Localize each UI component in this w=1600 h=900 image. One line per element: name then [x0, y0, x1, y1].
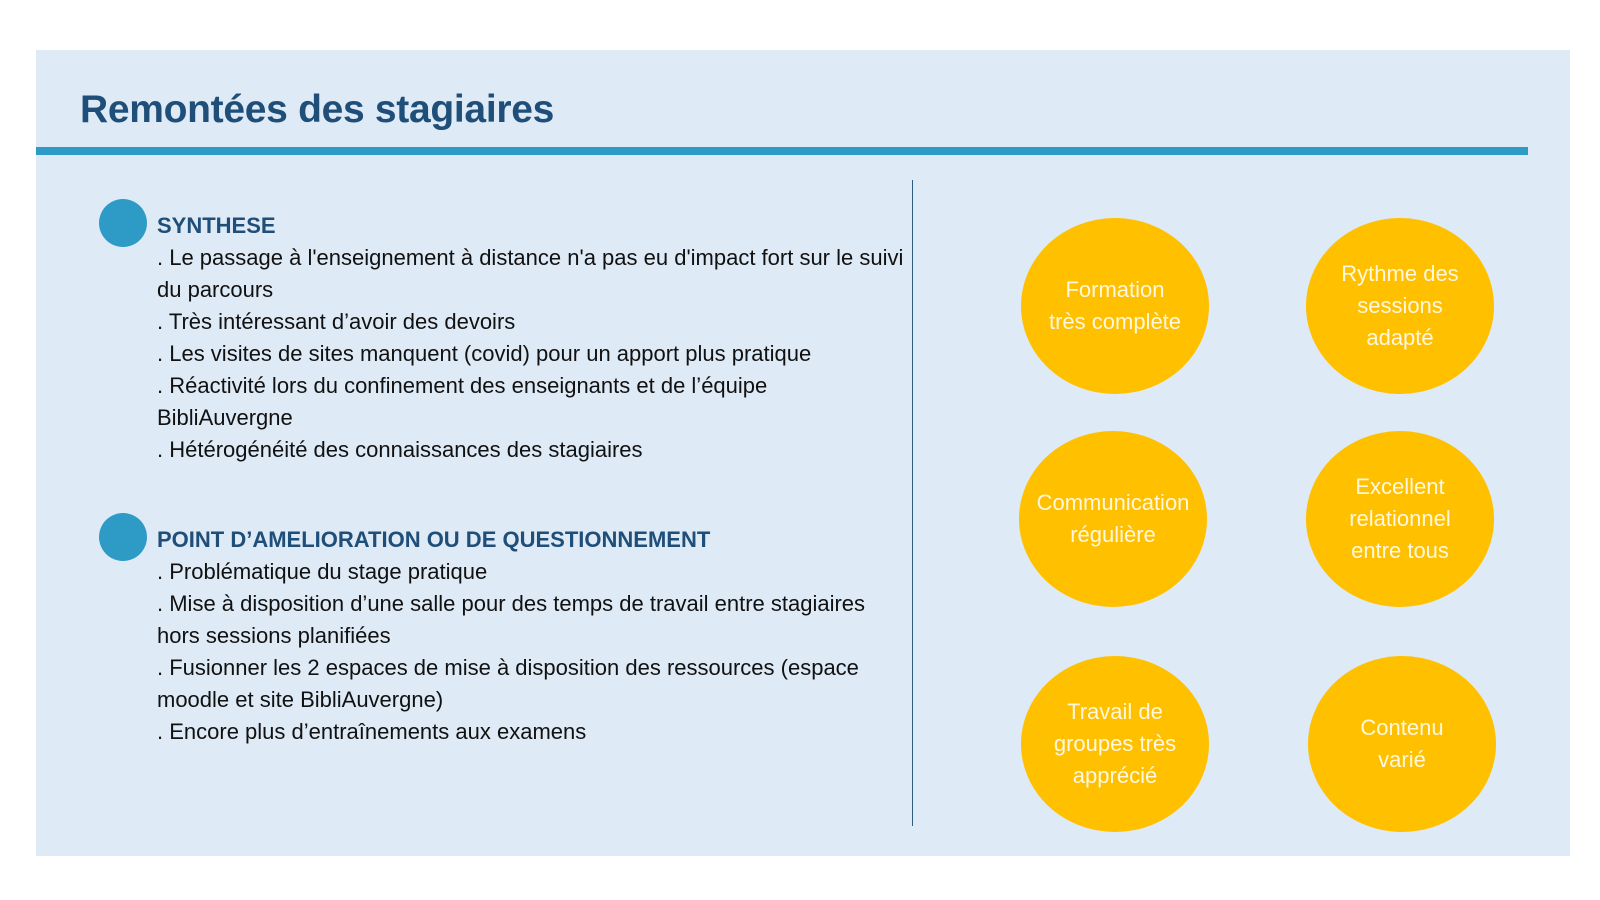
amelioration-bullet-icon	[99, 513, 147, 561]
highlight-label: Rythme des sessions adapté	[1341, 261, 1459, 350]
highlight-label: Contenu varié	[1360, 715, 1444, 772]
highlight-circle	[1021, 656, 1209, 832]
amelioration-line: . Encore plus d’entraînements aux examens	[157, 719, 587, 744]
highlight-label: Excellent relationnel entre tous	[1349, 474, 1451, 563]
amelioration-heading: POINT D’AMELIORATION OU DE QUESTIONNEMENT	[157, 527, 711, 552]
highlight-label: Travail de groupes très apprécié	[1053, 699, 1177, 788]
synthese-line: . Très intéressant d’avoir des devoirs	[157, 309, 516, 334]
column-divider	[912, 180, 913, 826]
amelioration-line: . Mise à disposition d’une salle pour des temps de travail entre stagiaires hors sessions planifiées	[157, 591, 866, 648]
highlight-circle	[1019, 431, 1207, 607]
highlight-circle	[1306, 218, 1494, 394]
highlight-circle	[1308, 656, 1496, 832]
amelioration-line: . Problématique du stage pratique	[157, 559, 488, 584]
synthese-line: . Hétérogénéité des connaissances des stagiaires	[157, 437, 643, 462]
synthese-section	[157, 210, 907, 466]
synthese-line: . Le passage à l'enseignement à distance n'a pas eu d'impact fort sur le suivi du parcours	[157, 245, 904, 302]
highlight-label: Communication régulière	[1036, 490, 1190, 547]
amelioration-line: . Fusionner les 2 espaces de mise à disposition des ressources (espace moodle et site BibliAuvergne)	[157, 655, 859, 712]
highlight-circle	[1021, 218, 1209, 394]
title-underline-rule	[36, 147, 1528, 155]
highlight-label: Formation très complète	[1048, 277, 1182, 334]
synthese-bullet-icon	[99, 199, 147, 247]
highlight-circle	[1306, 431, 1494, 607]
synthese-line: . Réactivité lors du confinement des enseignants et de l’équipe BibliAuvergne	[157, 373, 768, 430]
synthese-line: . Les visites de sites manquent (covid) pour un apport plus pratique	[157, 341, 812, 366]
synthese-heading: SYNTHESE	[157, 213, 276, 238]
slide-title: Remontées des stagiaires	[80, 88, 555, 131]
amelioration-section	[157, 524, 907, 748]
